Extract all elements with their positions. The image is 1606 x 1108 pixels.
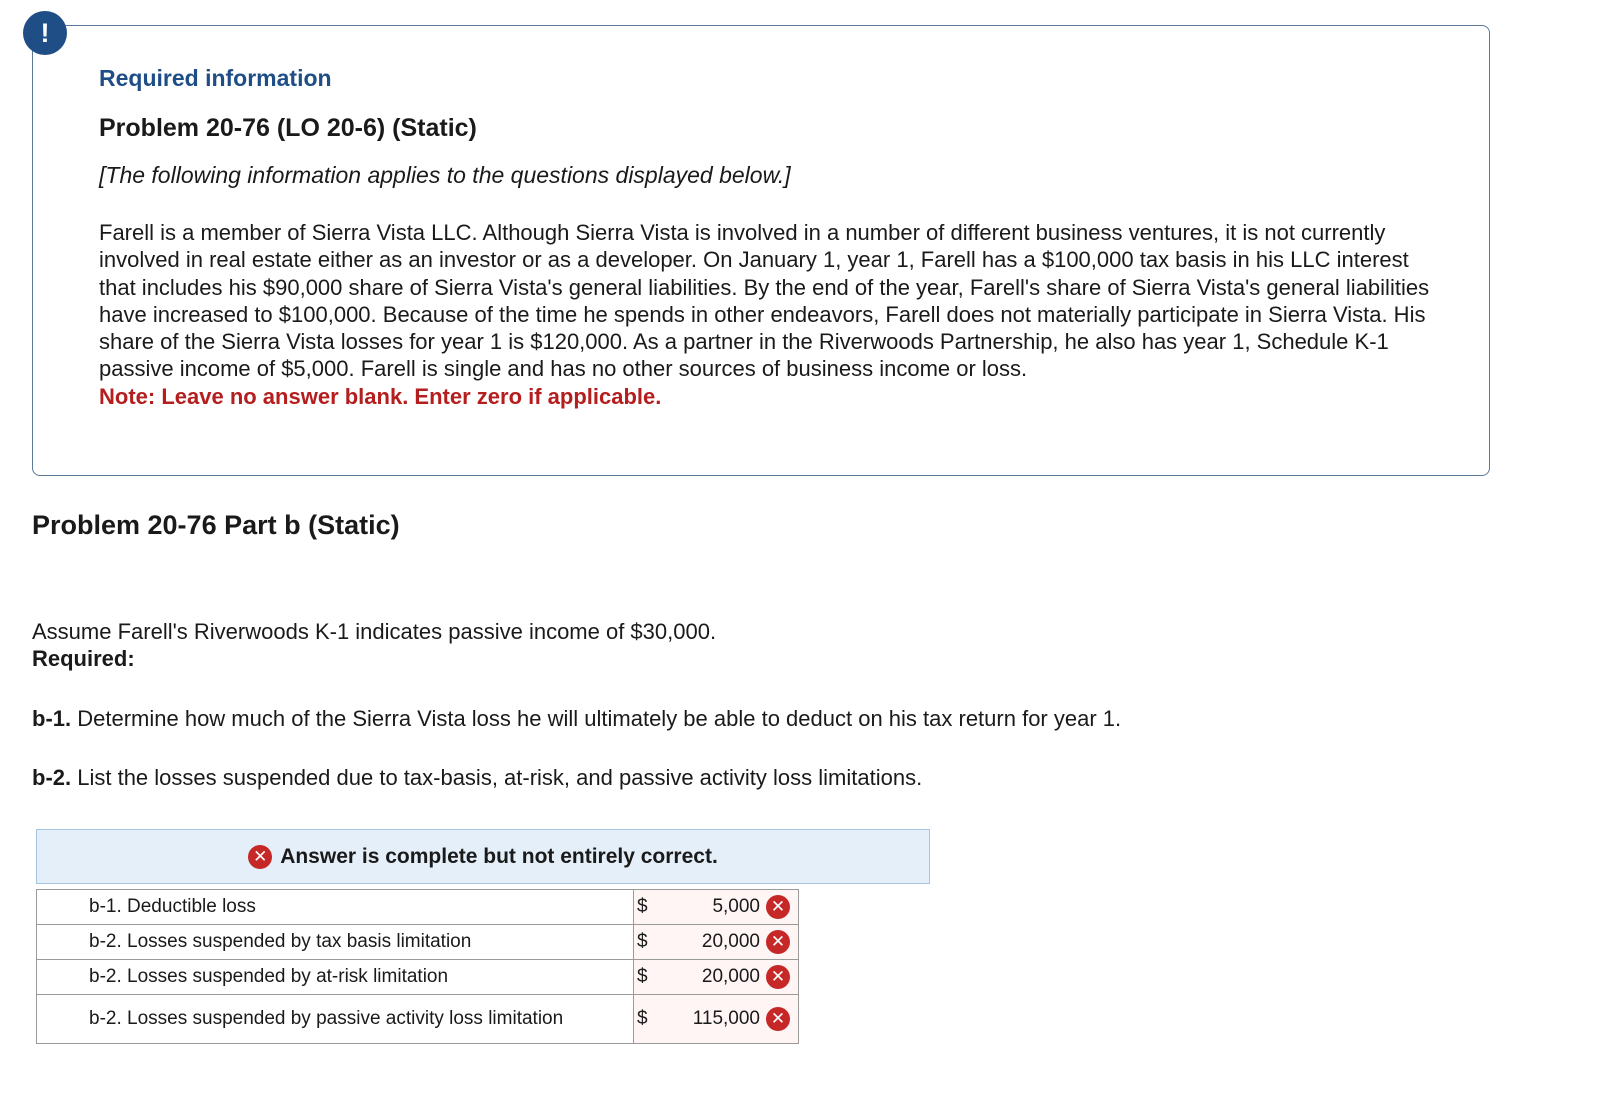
- table-row: [37, 890, 799, 925]
- table-row: [37, 995, 799, 1044]
- task-b2-prefix: b-2.: [32, 765, 72, 790]
- incorrect-x-icon: ✕: [766, 1007, 790, 1031]
- incorrect-x-icon: ✕: [766, 930, 790, 954]
- table-row: [37, 960, 799, 995]
- task-b1: [32, 705, 1121, 732]
- answer-input-b1-deductible-loss[interactable]: [634, 890, 799, 925]
- answer-status-banner: [36, 829, 930, 884]
- problem-paragraph: Farell is a member of Sierra Vista LLC. Although Sierra Vista is involved in a number of different business ventures, it is not currently involved in real estate either as an investor or as a developer. On January 1, year 1, Farell has a $100,000 tax basis in his LLC interest that includes his $90,000 share of Sierra Vista's general liabilities. By the end of the year, Farell's share of Sierra Vista's general liabilities have increased to $100,000. Because of the time he spends in other endeavors, Farell does not materially participate in Sierra Vista. His share of the Sierra Vista losses for year 1 is $120,000. As a partner in the Riverwoods Partnership, he also has year 1, Schedule K-1 passive income of $5,000. Farell is single and has no other sources of business income or loss.: [99, 220, 1430, 382]
- alert-icon: !: [23, 11, 67, 55]
- info-content: [99, 64, 1439, 410]
- row-label: b-1. Deductible loss: [37, 890, 634, 925]
- applies-note: [The following information applies to the questions displayed below.]: [99, 162, 791, 188]
- currency-symbol: $: [637, 896, 648, 917]
- task-b1-prefix: b-1.: [32, 706, 72, 731]
- currency-symbol: $: [637, 1008, 648, 1029]
- row-label: b-2. Losses suspended by at-risk limitation: [37, 960, 634, 995]
- leave-no-blank-note: Note: Leave no answer blank. Enter zero if applicable.: [99, 383, 662, 409]
- required-information-heading: Required information: [99, 65, 332, 91]
- x-circle-icon: ✕: [248, 845, 272, 869]
- assume-statement: Assume Farell's Riverwoods K-1 indicates passive income of $30,000.: [32, 619, 717, 644]
- answer-value: 115,000: [692, 1008, 760, 1029]
- row-label: b-2. Losses suspended by tax basis limitation: [37, 925, 634, 960]
- task-b2-text: List the losses suspended due to tax-basis, at-risk, and passive activity loss limitations.: [71, 765, 923, 790]
- answer-value: 20,000: [701, 966, 760, 987]
- answer-input-b2-passive-activity[interactable]: [634, 995, 799, 1044]
- answer-value: 20,000: [701, 931, 760, 952]
- part-title: Problem 20-76 Part b (Static): [32, 510, 400, 540]
- answer-table: [36, 889, 799, 1044]
- incorrect-x-icon: ✕: [766, 895, 790, 919]
- table-row: [37, 925, 799, 960]
- incorrect-x-icon: ✕: [766, 965, 790, 989]
- answer-input-b2-tax-basis[interactable]: [634, 925, 799, 960]
- answer-status-text: Answer is complete but not entirely correct.: [280, 844, 718, 868]
- answer-value: 5,000: [712, 896, 760, 917]
- problem-title: Problem 20-76 (LO 20-6) (Static): [99, 114, 477, 142]
- required-label: Required:: [32, 646, 135, 671]
- answer-input-b2-at-risk[interactable]: [634, 960, 799, 995]
- currency-symbol: $: [637, 931, 648, 952]
- row-label: b-2. Losses suspended by passive activity loss limitation: [37, 995, 634, 1044]
- task-b2: [32, 764, 922, 791]
- task-b1-text: Determine how much of the Sierra Vista loss he will ultimately be able to deduct on his tax return for year 1.: [71, 706, 1122, 731]
- currency-symbol: $: [637, 966, 648, 987]
- required-information-box: [32, 25, 1490, 476]
